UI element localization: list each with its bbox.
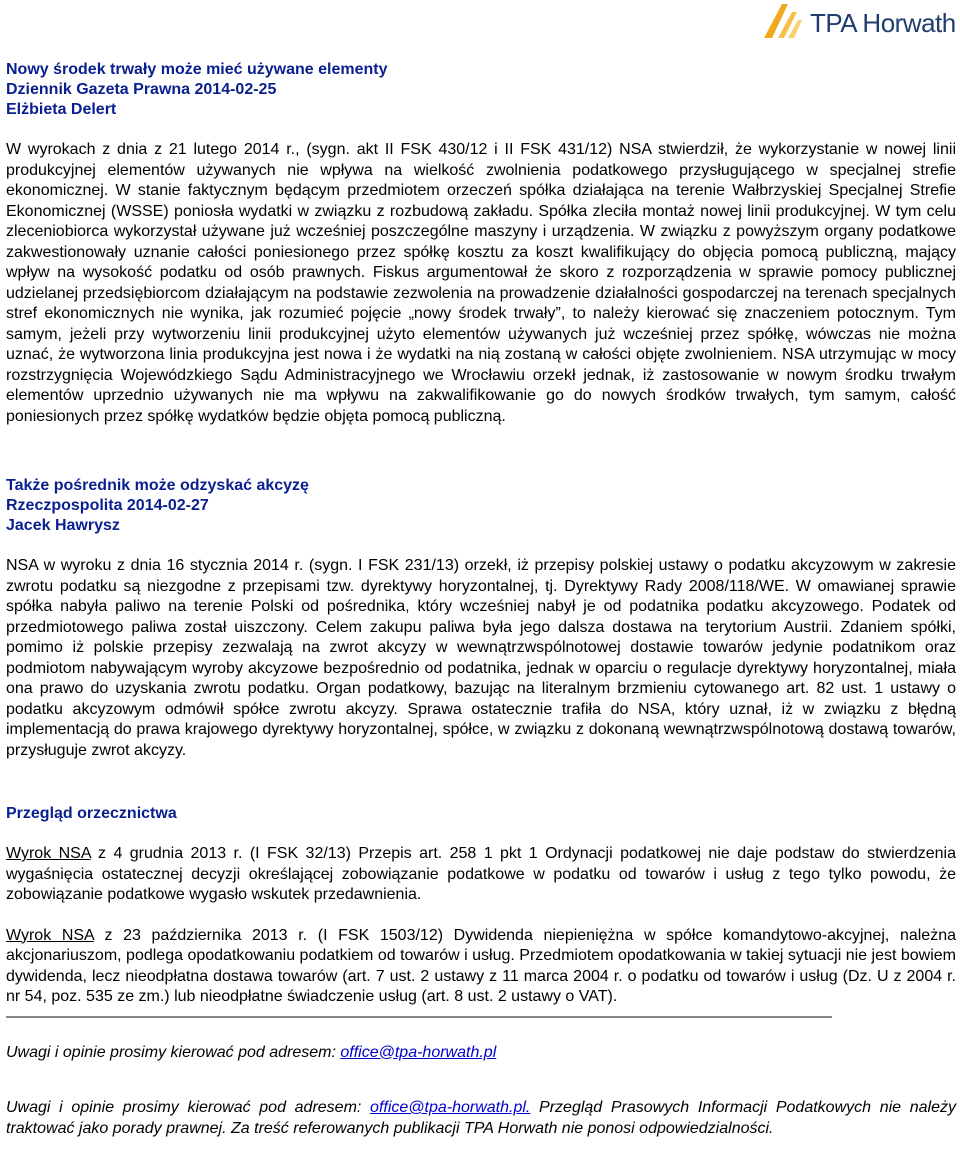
logo-text: TPA Horwath <box>810 8 956 38</box>
tpa-horwath-chevron-logo-icon <box>764 2 808 42</box>
disclaimer-note <box>6 1098 956 1139</box>
judgment-link[interactable]: Wyrok NSA <box>6 926 94 944</box>
article-author: Elżbieta Delert <box>6 101 117 118</box>
article-author: Jacek Hawrysz <box>6 517 120 534</box>
article-title: Także pośrednik może odzyskać akcyzę <box>6 477 309 494</box>
email-link[interactable]: office@tpa-horwath.pl. <box>370 1099 531 1116</box>
section-title: Przegląd orzecznictwa <box>6 805 177 822</box>
email-link[interactable]: office@tpa-horwath.pl <box>340 1043 497 1061</box>
review-item-text: z 23 października 2013 r. (I FSK 1503/12) Dywidenda niepieniężna w spółce komandytowo-akcyjnej, należna akcjonariuszom, podlega opodatkowaniu podatkiem od towarów i usług. Przedmiotem opodatkowania w takiej sytuacji nie jest bowiem dywidenda, lecz nieodpłatna dostawa towarów (art. 7 ust. 2 ustawy z 11 marca 2004 r. o podatku od towarów i usług (Dz. U z 2004 r. nr 54, poz. 535 ze zm.) lub nieodpłatne świadczenie usług (art. 8 ust. 2 ustawy o VAT). <box>6 926 956 1005</box>
article-2 <box>6 476 956 761</box>
review-item-text: z 4 grudnia 2013 r. (I FSK 32/13) Przepis art. 258 1 pkt 1 Ordynacji podatkowej nie daje podstaw do stwierdzenia wygaśnięcia ostatecznej decyzji określającej zobowiązanie podatkowe w podatku od towarów i usług z tego tylko powodu, że zobowiązanie podatkowe wygasło wskutek przedawnienia. <box>6 845 956 903</box>
case-law-review <box>6 804 956 1008</box>
article-body: W wyrokach z dnia z 21 lutego 2014 r., (sygn. akt II FSK 430/12 i II FSK 431/12) NSA stwierdził, że wykorzystanie w nowej linii produkcyjnej elementów używanych nie wpływa na wielkość zwolnienia podatkowego przysługującego w specjalnej strefie ekonomicznej. W stanie faktycznym będącym przedmiotem orzeczeń spółka działająca na terenie Wałbrzyskiej Specjalnej Strefie Ekonomicznej (WSSE) poniosła wydatki w związku z rozbudową zakładu. Spółka zleciła montaż nowej linii produkcyjnej. W tym celu zleceniobiorca wykorzystał używane już wcześniej poszczególne maszyny i urządzenia. W związku z powyższym organy podatkowe zakwestionowały uznanie całości poniesionego przez spółkę kosztu za koszt kwalifikujący do objęcia pomocą publiczną, mający wpływ na wysokość podatku od osób prawnych. Fiskus argumentował że skoro z rozporządzenia w sprawie pomocy publicznej udzielanej przedsiębiorcom działającym na podstawie zezwolenia na prowadzenie działalności gospodarczej na terenach specjalnych stref ekonomicznych nie wynika, jak rozumieć pojęcie „nowy środek trwały”, to należy kierować się znaczeniem potocznym. Tym samym, jeżeli przy wytworzeniu linii produkcyjnej użyto elementów używanych już wcześniej przez spółkę, wówczas nie można uznać, że wytworzona linia produkcyjna jest nowa i że wydatki na nią zostaną w całości objęte zwolnieniem. NSA utrzymując w mocy rozstrzygnięcia Wojewódzkiego Sądu Administracyjnego we Wrocławiu orzekł jednak, iż zastosowanie w nowym środku trwałym elementów uprzednio używanych nie ma wpływu na zakwalifikowanie go do nowych środków trwałych, tym samym, całość poniesionych przez spółkę wydatków będzie objęta pomocą publiczną. <box>6 141 956 425</box>
review-item <box>6 844 956 906</box>
disclaimer-text: Przegląd Prasowych Informacji Podatkowych nie należy traktować jako porady prawnej. Za treść referowanych publikacji TPA Horwath nie ponosi odpowiedzialności. <box>6 1099 956 1137</box>
article-1 <box>6 60 956 427</box>
tpa-horwath-logo <box>764 2 954 42</box>
disclaimer-prefix: Uwagi i opinie prosimy kierować pod adresem: <box>6 1099 371 1116</box>
article-source: Rzeczpospolita 2014-02-27 <box>6 497 209 514</box>
contact-note-text: Uwagi i opinie prosimy kierować pod adresem: <box>6 1043 341 1061</box>
review-item <box>6 926 956 1008</box>
article-source: Dziennik Gazeta Prawna 2014-02-25 <box>6 81 277 98</box>
judgment-link[interactable]: Wyrok NSA <box>6 845 91 862</box>
article-title: Nowy środek trwały może mieć używane elementy <box>6 61 388 78</box>
article-body: NSA w wyroku z dnia 16 stycznia 2014 r. (sygn. I FSK 231/13) orzekł, iż przepisy polskiej ustawy o podatku akcyzowym w zakresie zwrotu podatku są niezgodne z przepisami tzw. dyrektywy horyzontalnej, tj. Dyrektywy Rady 2008/118/WE. W omawianej sprawie spółka nabyła paliwo na terenie Polski od pośrednika, który wcześniej nabył je od podatnika podatku akcyzowego. Podatek od przedmiotowego paliwa został uiszczony. Celem zakupu paliwa była jego dalsza dostawa na terytorium Austrii. Zdaniem spółki, pomimo iż polskie przepisy zezwalają na zwrot akcyzy w wewnątrzwspólnotowej dostawie towarów jedynie podatnikom oraz podmiotom nabywającym wyroby akcyzowe bezpośrednio od podatnika, jednak w oparciu o regulacje dyrektywy horyzontalnej, miała ona prawo do uzyskania zwrotu podatku. Organ podatkowy, bazując na literalnym brzmieniu cytowanego art. 82 ust. 1 ustawy o podatku akcyzowym odmówił spółce zwrotu akcyzy. Sprawa ostatecznie trafiła do NSA, który uznał, iż w związku z błędną implementacją do prawa krajowego dyrektywy horyzontalnej, spółce, w związku z dokonaną wewnątrzwspólnotową dostawą towarów, przysługuje zwrot akcyzy. <box>6 557 956 759</box>
document-body <box>6 60 956 1139</box>
contact-note <box>6 1043 956 1064</box>
